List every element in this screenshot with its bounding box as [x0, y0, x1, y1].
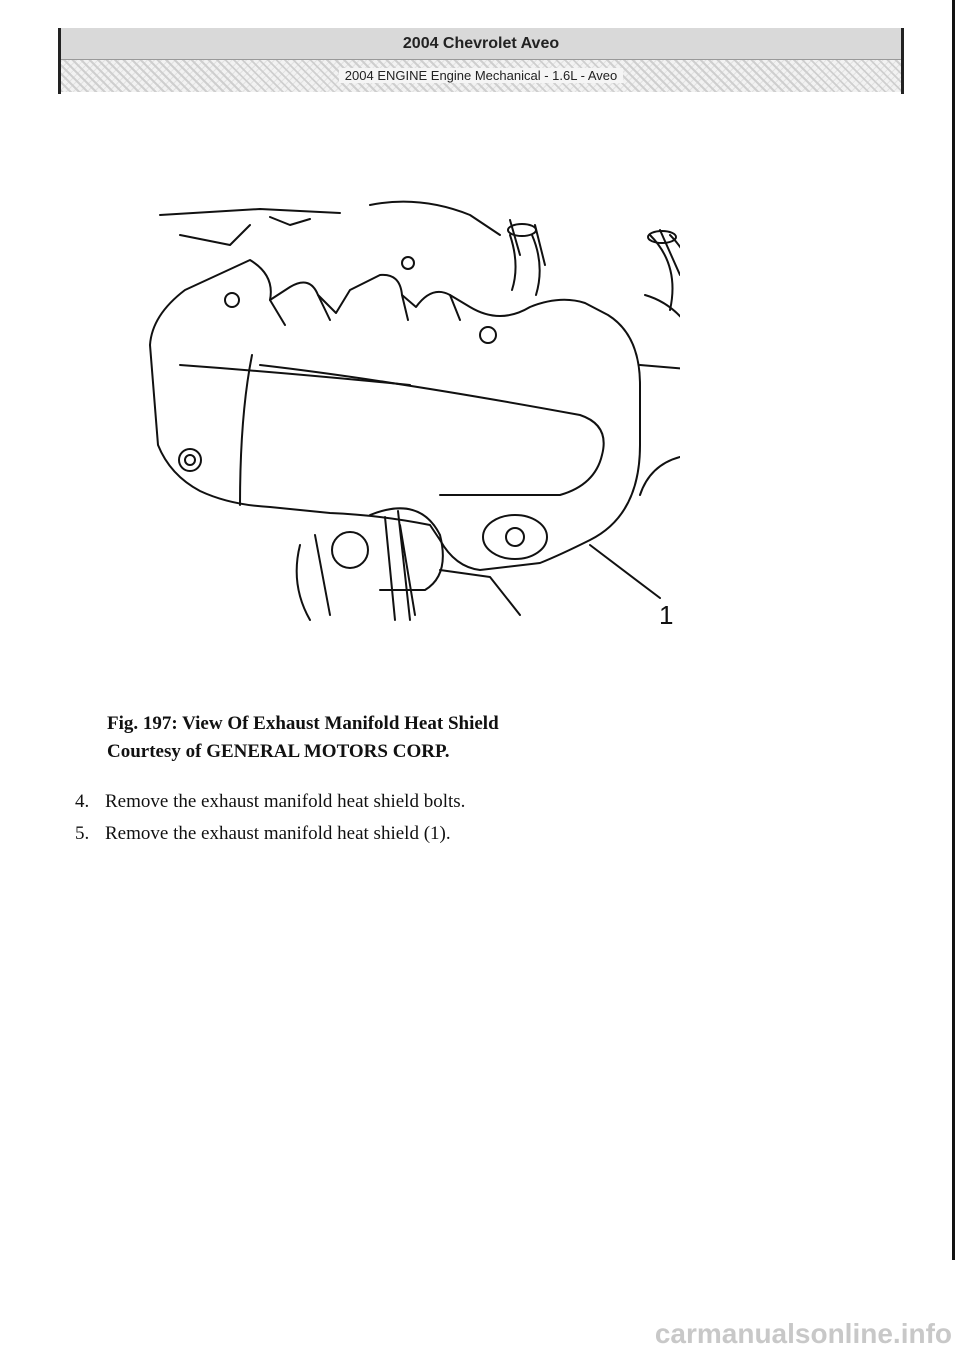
page-header — [58, 28, 904, 94]
step-text: Remove the exhaust manifold heat shield bolts. — [105, 791, 466, 812]
figure-caption — [107, 710, 499, 766]
caption-line-2: Courtesy of GENERAL MOTORS CORP. — [107, 741, 450, 762]
step-item — [75, 818, 465, 850]
caption-line-1: Fig. 197: View Of Exhaust Manifold Heat Shield — [107, 713, 499, 734]
callout-label: 1 — [659, 600, 674, 630]
step-item — [75, 786, 465, 818]
step-number: 5. — [75, 823, 90, 844]
right-border-rule — [952, 0, 955, 1260]
header-subtitle: 2004 ENGINE Engine Mechanical - 1.6L - Aveo — [339, 68, 623, 83]
procedure-steps — [75, 786, 465, 850]
step-text: Remove the exhaust manifold heat shield (1). — [105, 823, 451, 844]
watermark-url: carmanualsonline.info — [654, 1318, 952, 1349]
exhaust-manifold-heat-shield-illustration — [140, 195, 680, 640]
header-subtitle-bar — [61, 60, 901, 92]
header-title: 2004 Chevrolet Aveo — [61, 28, 901, 60]
step-number: 4. — [75, 791, 90, 812]
